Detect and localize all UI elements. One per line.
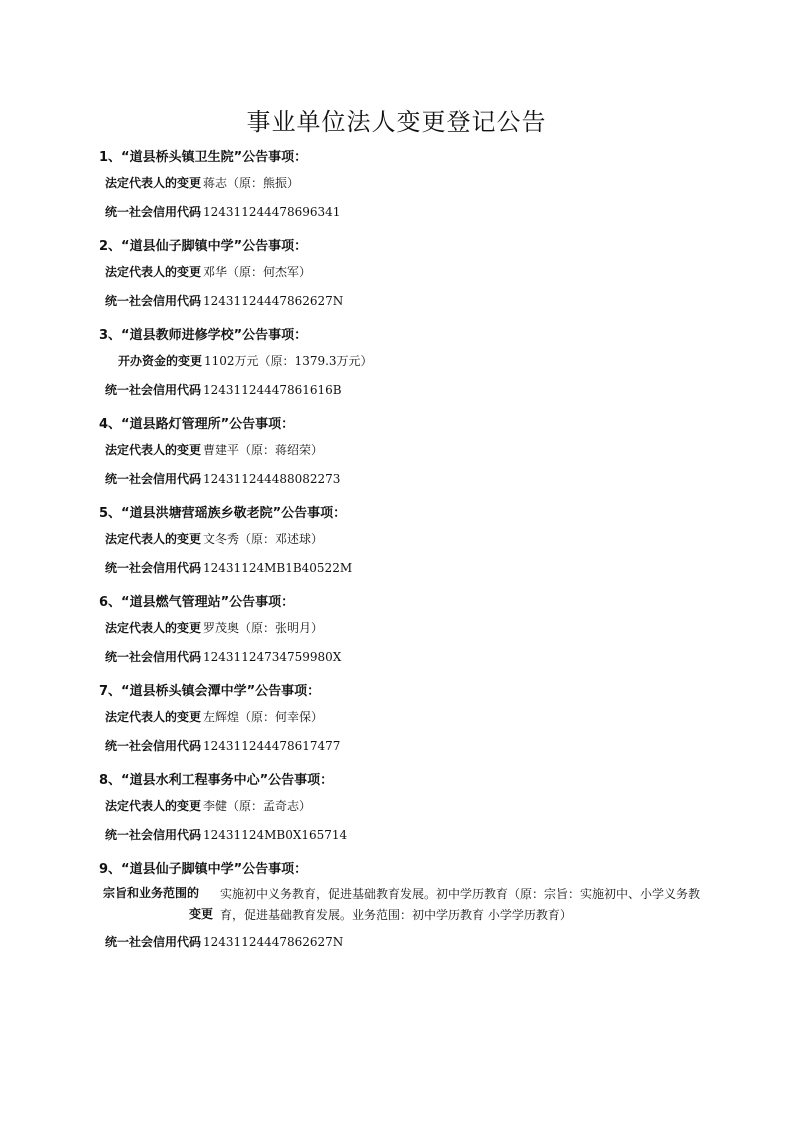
row-value: 邓华（原：何杰军） <box>203 265 312 279</box>
row-label: 统一社会信用代码 <box>105 294 202 308</box>
notice-row <box>105 933 343 951</box>
row-value: 12431124447862627N <box>203 935 344 949</box>
row-label: 统一社会信用代码 <box>105 561 202 575</box>
row-value: 124311244478696341 <box>203 205 341 219</box>
notice-row <box>105 381 342 399</box>
notice-row <box>105 619 323 637</box>
notice-heading: 5、“道县洪塘营瑶族乡敬老院”公告事项： <box>99 506 347 521</box>
notice-row <box>105 292 343 310</box>
page-title: 事业单位法人变更登记公告 <box>246 108 547 136</box>
notice-row <box>105 174 299 192</box>
row-label: 法定代表人的变更 <box>105 265 202 279</box>
row-value: 罗茂奥（原：张明月） <box>203 621 324 635</box>
row-value: 124311244488082273 <box>203 472 341 486</box>
scope-label-continuation: 变更 <box>189 907 214 921</box>
notice-row <box>105 263 311 281</box>
scope-label: 宗旨和业务范围的 <box>103 886 200 900</box>
notice-row <box>105 530 323 548</box>
row-label: 法定代表人的变更 <box>105 621 202 635</box>
row-label: 法定代表人的变更 <box>105 710 202 724</box>
row-label: 法定代表人的变更 <box>105 532 202 546</box>
row-value: 12431124734759980X <box>203 650 342 664</box>
row-label: 法定代表人的变更 <box>105 799 202 813</box>
notice-row <box>105 470 340 488</box>
row-value: 124311244478617477 <box>203 739 341 753</box>
scope-value: 实施初中义务教育，促进基础教育发展。初中学历教育（原：宗旨：实施初中、小学义务教育，促进基础教育发展。业务范围：初中学历教育 小学学历教育） <box>220 887 701 922</box>
row-label: 法定代表人的变更 <box>105 443 202 457</box>
notice-row <box>105 441 323 459</box>
row-label: 法定代表人的变更 <box>105 176 202 190</box>
notice-heading: 1、“道县桥头镇卫生院”公告事项： <box>99 150 308 165</box>
notice-heading: 4、“道县路灯管理所”公告事项： <box>99 417 295 432</box>
row-label: 统一社会信用代码 <box>105 935 202 949</box>
row-label: 统一社会信用代码 <box>105 383 202 397</box>
notice-row <box>105 737 340 755</box>
row-value: 12431124447862627N <box>203 294 344 308</box>
row-value: 12431124MB1B40522M <box>203 561 353 575</box>
notice-heading: 2、“道县仙子脚镇中学”公告事项： <box>99 239 308 254</box>
notice-row <box>118 352 373 370</box>
row-value: 曹建平（原：蒋绍荣） <box>203 443 324 457</box>
row-label: 统一社会信用代码 <box>105 205 202 219</box>
notice-row <box>105 826 347 844</box>
notice-heading: 8、“道县水利工程事务中心”公告事项： <box>99 773 334 788</box>
notice-heading: 7、“道县桥头镇会潭中学”公告事项： <box>99 684 321 699</box>
notice-row <box>105 708 323 726</box>
row-label: 统一社会信用代码 <box>105 828 202 842</box>
notice-row <box>105 648 341 666</box>
row-value: 蒋志（原：熊振） <box>203 176 300 190</box>
row-value: 文冬秀（原：邓述球） <box>203 532 324 546</box>
row-value: 1102万元（原：1379.3万元） <box>204 354 373 368</box>
row-value: 12431124447861616B <box>203 383 342 397</box>
notice-row <box>105 203 340 221</box>
notice-heading: 3、“道县教师进修学校”公告事项： <box>99 328 308 343</box>
notice-row <box>105 797 311 815</box>
row-value: 李健（原：孟奇志） <box>203 799 312 813</box>
row-label: 统一社会信用代码 <box>105 650 202 664</box>
notice-row <box>105 559 352 577</box>
notice-heading: 6、“道县燃气管理站”公告事项： <box>99 595 295 610</box>
row-label: 统一社会信用代码 <box>105 739 202 753</box>
row-value: 左辉煌（原：何幸保） <box>203 710 324 724</box>
row-label: 统一社会信用代码 <box>105 472 202 486</box>
notice-heading: 9、“道县仙子脚镇中学”公告事项： <box>99 862 308 877</box>
row-value: 12431124MB0X165714 <box>203 828 348 842</box>
row-label: 开办资金的变更 <box>118 354 203 368</box>
